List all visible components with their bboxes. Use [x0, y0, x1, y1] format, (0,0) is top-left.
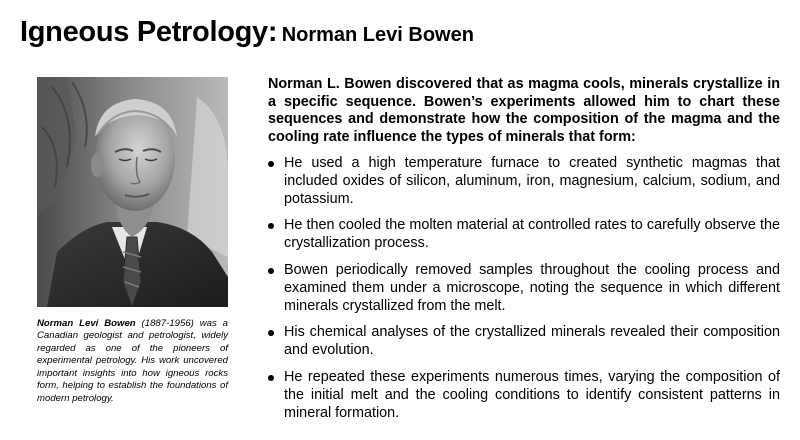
bullet-text: He then cooled the molten material at controlled rates to carefully observe the crystallization process.	[284, 217, 780, 252]
bullet-icon	[268, 223, 274, 229]
page-title	[20, 18, 474, 47]
list-item	[268, 324, 780, 360]
bullet-icon	[268, 330, 274, 336]
portrait-photo	[37, 77, 228, 307]
intro-paragraph: Norman L. Bowen discovered that as magma cools, minerals crystallize in a specific sequence. Bowen’s experiments allowed him to chart these sequences and demonstrate how the composition of the magma and the cooling rate influence the types of minerals that form:	[268, 76, 780, 145]
list-item	[268, 262, 780, 315]
title-subtitle: Norman Levi Bowen	[281, 24, 474, 46]
title-main: Igneous Petrology:	[20, 16, 278, 48]
portrait-caption	[37, 318, 228, 405]
caption-name: Norman Levi Bowen	[37, 318, 136, 329]
list-item	[268, 217, 780, 253]
list-item	[268, 369, 780, 422]
list-item	[268, 155, 780, 208]
caption-text: (1887-1956) was a Canadian geologist and petrologist, widely regarded as one of the pioneers of experimental petrology. His work uncovered important insights into how igneous rocks form, helping to establish the foundations of modern petrology.	[37, 318, 228, 404]
bullet-text: He repeated these experiments numerous times, varying the composition of the initial melt and the cooling conditions to identify consistent patterns in mineral formation.	[284, 368, 780, 421]
bullet-icon	[268, 161, 274, 167]
bullet-text: He used a high temperature furnace to created synthetic magmas that included oxides of silicon, aluminum, iron, magnesium, calcium, sodium, and potassium.	[284, 155, 780, 207]
bullet-text: His chemical analyses of the crystallized minerals revealed their composition and evolution.	[284, 324, 780, 359]
bullet-list	[268, 155, 780, 431]
bullet-icon	[268, 375, 274, 381]
bullet-text: Bowen periodically removed samples throughout the cooling process and examined them under a microscope, noting the sequence in which different minerals crystallized from the melt.	[284, 261, 780, 314]
bullet-icon	[268, 268, 274, 274]
